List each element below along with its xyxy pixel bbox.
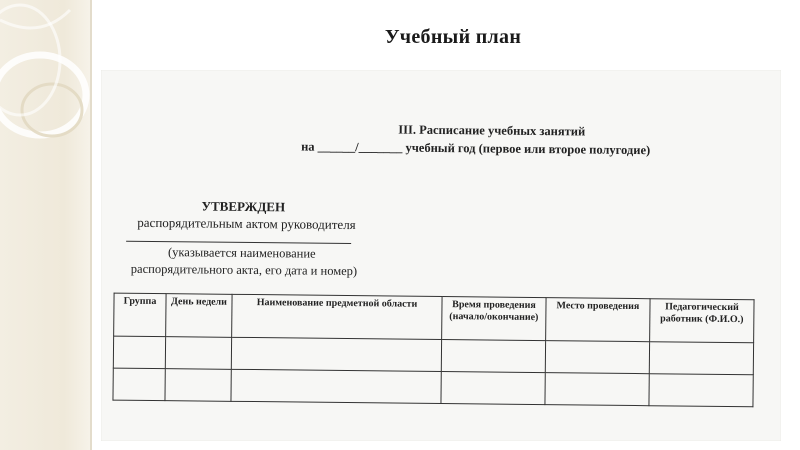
- scanned-document: [101, 70, 781, 441]
- band-edge: [90, 0, 92, 450]
- table-cell: [113, 368, 165, 401]
- table-cell: [231, 337, 441, 371]
- approval-heading: УТВЕРЖДЕН: [201, 198, 286, 215]
- table-cell: [545, 341, 649, 374]
- approval-line: распорядительным актом руководителя: [137, 214, 356, 233]
- table-cell: [649, 374, 753, 407]
- approval-note-1: (указывается наименование: [167, 245, 316, 261]
- section-subtitle: на ______/_______ учебный год (первое или второе полугодие): [301, 139, 651, 158]
- header-subject-area: Наименование предметной области: [232, 294, 442, 339]
- header-teacher: Педагогический работник (Ф.И.О.): [650, 299, 754, 343]
- table-cell: [231, 369, 441, 403]
- header-weekday: День недели: [166, 294, 232, 338]
- table-row: [113, 368, 753, 407]
- schedule-table: [112, 293, 754, 408]
- slide-title: Учебный план: [384, 26, 522, 48]
- approval-note-2: распорядительного акта, его дата и номер): [130, 261, 358, 279]
- table-cell: [649, 342, 753, 375]
- table-cell: [165, 369, 231, 402]
- table-cell: [113, 336, 165, 369]
- header-time: Время проведения (начало/окончание): [442, 297, 546, 341]
- table-cell: [441, 372, 545, 405]
- table-cell: [165, 337, 231, 370]
- header-group: Группа: [114, 293, 166, 337]
- signature-line: [126, 241, 351, 244]
- table-header-row: [114, 293, 754, 343]
- header-place: Место проведения: [546, 298, 650, 342]
- table-cell: [441, 340, 545, 373]
- decorative-side-band: [0, 0, 92, 450]
- table-cell: [545, 373, 649, 406]
- section-title: III. Расписание учебных занятий: [398, 122, 586, 139]
